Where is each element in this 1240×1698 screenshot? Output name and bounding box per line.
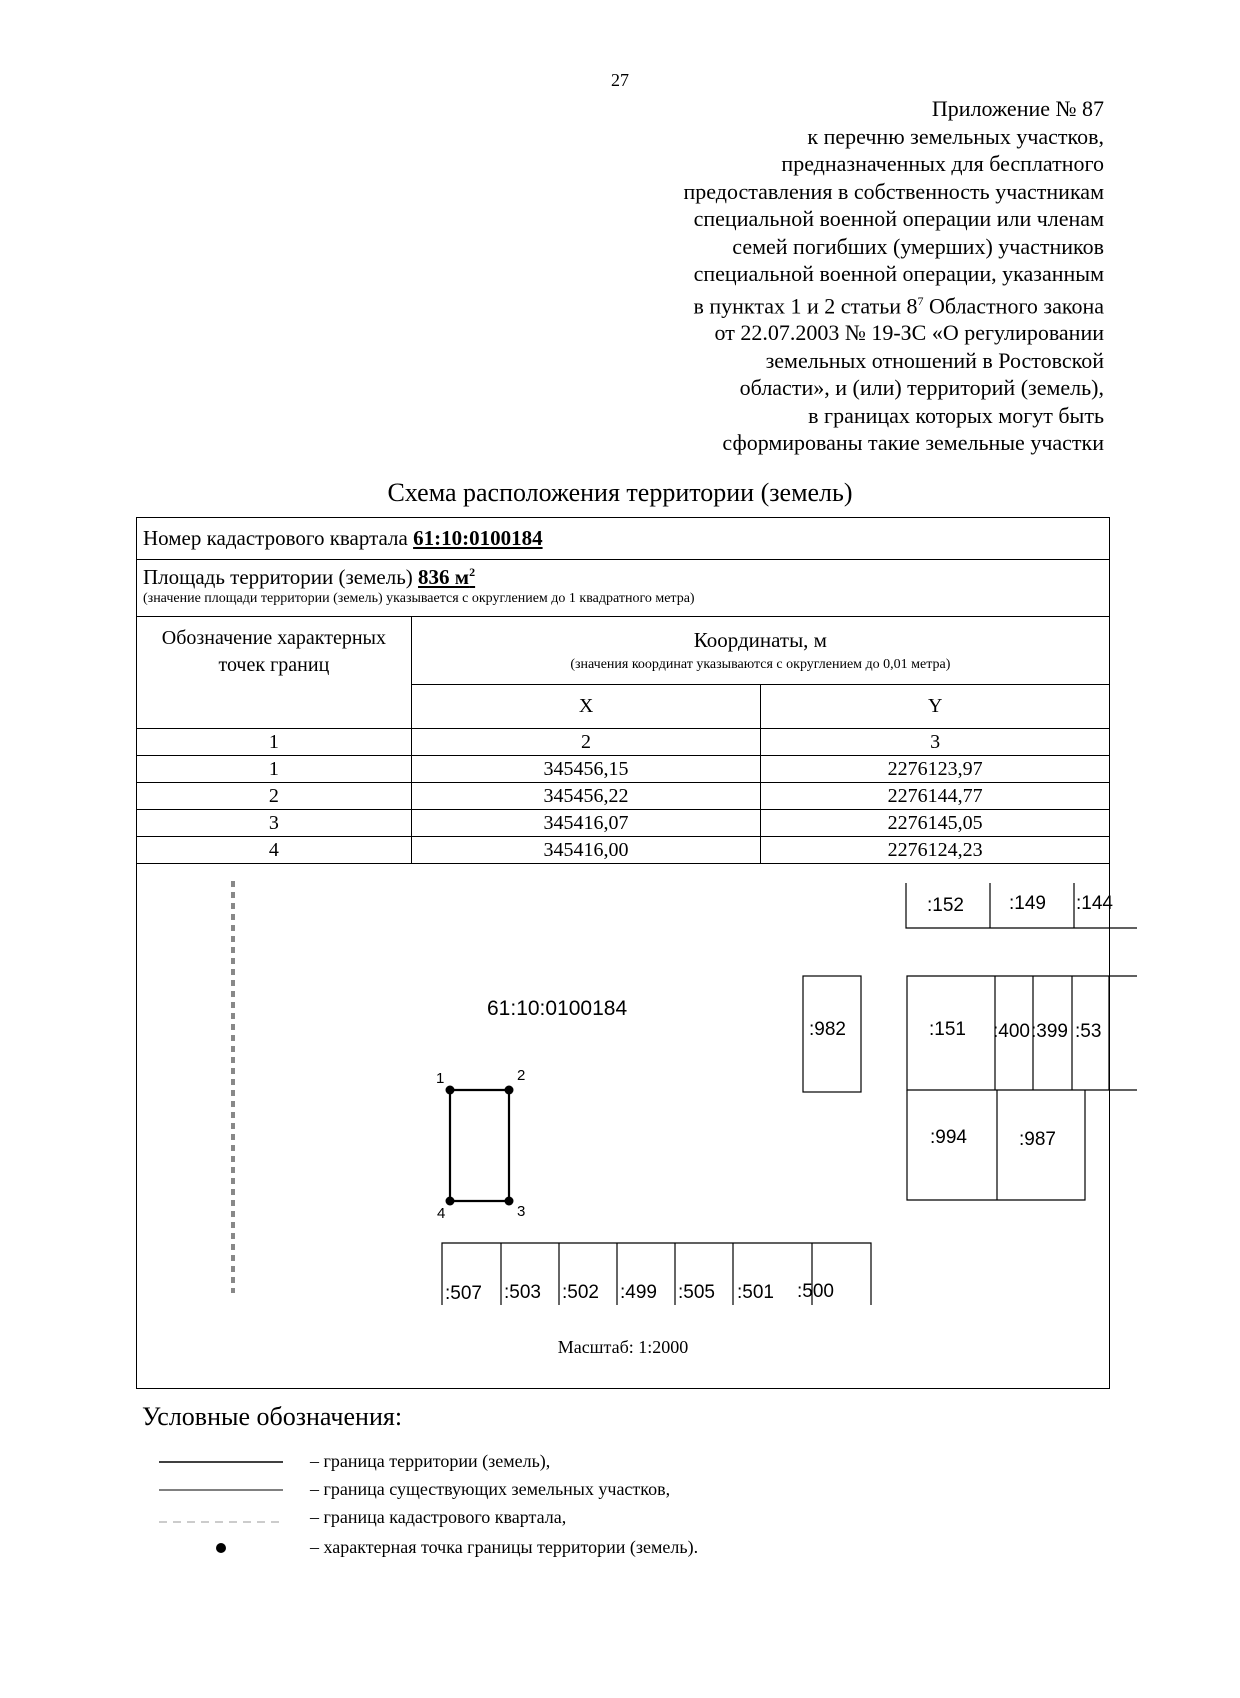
legend-text: – граница существующих земельных участков, [310, 1479, 671, 1499]
legend-text: – характерная точка границы территории (земель). [310, 1537, 699, 1557]
quarter-map-label: 61:10:0100184 [487, 997, 628, 1020]
quarter-boundary-symbol [155, 1506, 285, 1530]
point-label: 4 [437, 1205, 446, 1222]
point-cell: 3 [137, 810, 412, 837]
table-row [137, 783, 1110, 810]
boundary-point-marker [446, 1086, 455, 1095]
parcel-label: :982 [809, 1019, 846, 1040]
appendix-heading [544, 95, 1104, 457]
boundary-point-symbol [155, 1536, 285, 1560]
appendix-line: к перечню земельных участков, [807, 123, 1104, 149]
coordinates-header [411, 617, 1109, 685]
x-cell: 345456,15 [411, 756, 761, 783]
y-cell: 2276124,23 [761, 837, 1110, 864]
parcel-label: :53 [1075, 1021, 1102, 1042]
appendix-line: предоставления в собственность участникам [683, 178, 1104, 204]
parcel-label: :501 [737, 1282, 774, 1303]
point-label: 2 [517, 1067, 526, 1084]
x-header: X [411, 685, 761, 729]
y-cell: 2276123,97 [761, 756, 1110, 783]
cadastral-quarter-label: Номер кадастрового квартала 61:10:0100184 [143, 526, 543, 550]
appendix-line: предназначенных для бесплатного [781, 151, 1104, 176]
area-note: (значение площади территории (земель) указывается с округлением до 1 квадратного метра) [143, 591, 695, 606]
legend-item [155, 1478, 955, 1502]
parcel-label: :151 [929, 1019, 966, 1040]
point-cell: 1 [137, 756, 412, 783]
parcel-label: :499 [620, 1282, 657, 1303]
table-row [137, 810, 1110, 837]
map-scale: Масштаб: 1:2000 [557, 1337, 689, 1357]
x-cell: 345416,07 [411, 810, 761, 837]
x-cell: 345416,00 [411, 837, 761, 864]
y-cell: 2276145,05 [761, 810, 1110, 837]
appendix-line: специальной военной операции, указанным [693, 261, 1104, 286]
appendix-line-text: в пунктах 1 и 2 статьи 8 [693, 292, 918, 318]
legend-item [155, 1536, 955, 1560]
point-label: 1 [436, 1070, 445, 1087]
page-number: 27 [611, 70, 629, 90]
appendix-line: сформированы такие земельные участки [722, 430, 1104, 456]
territory-boundary [450, 1090, 509, 1201]
scheme-frame [136, 517, 1113, 1389]
boundary-point-marker [446, 1197, 455, 1206]
coordinates-table [136, 616, 1110, 864]
column-number-row [137, 729, 1110, 756]
parcel-label: :500 [797, 1281, 834, 1302]
area-value: 836 $м^2$ [418, 565, 476, 589]
coordinates-note: (значения координат указываются с округлением до 0,01 метра) [570, 657, 951, 672]
boundary-point-marker [505, 1086, 514, 1095]
cadastral-quarter-number: 61:10:0100184 [413, 526, 543, 550]
table-row [137, 756, 1110, 783]
point-cell: 2 [137, 783, 412, 810]
appendix-line: специальной военной операции или членам [693, 206, 1104, 231]
parcel-label: :987 [1019, 1129, 1056, 1150]
area-label: Площадь территории (земель) 836 $м^2$ [143, 565, 476, 589]
column-number: 1 [137, 729, 412, 756]
x-cell: 345456,22 [411, 783, 761, 810]
appendix-line-tail: Областного закона [923, 292, 1104, 318]
legend-item [155, 1450, 955, 1474]
document-title: Схема расположения территории (земель) [387, 478, 853, 507]
cadastral-quarter-row [137, 518, 1109, 560]
legend-title: Условные обозначения: [142, 1402, 403, 1431]
scheme-map [137, 873, 1113, 1388]
parcel-label: :149 [1009, 893, 1046, 914]
parcel-label: :399 [1031, 1021, 1068, 1042]
appendix-line: земельных отношений в Ростовской [765, 347, 1104, 373]
legend-item [155, 1506, 955, 1530]
points-header: Обозначение характерных точек границ [137, 617, 412, 729]
map-drawing [137, 873, 1113, 1388]
appendix-line: Приложение № 87 [931, 96, 1104, 121]
parcel-label: :505 [678, 1282, 715, 1303]
y-header: Y [761, 685, 1110, 729]
parcel-label: :507 [445, 1283, 482, 1304]
parcel-label: :144 [1076, 893, 1113, 914]
article-superscript: 7 [917, 293, 924, 308]
appendix-line: от 22.07.2003 № 19-ЗС «О регулировании [714, 320, 1104, 346]
parcel-label: :502 [562, 1282, 599, 1303]
parcel-label: :400 [993, 1021, 1030, 1042]
legend-text: – граница кадастрового квартала, [310, 1507, 567, 1527]
table-row [137, 837, 1110, 864]
parcel-boundary-symbol [155, 1478, 285, 1502]
parcel-label: :152 [927, 895, 964, 916]
parcel-boundaries [442, 883, 1137, 1305]
territory-boundary-symbol [155, 1450, 285, 1474]
legend-text: – граница территории (земель), [310, 1451, 551, 1471]
parcel-label: :503 [504, 1282, 541, 1303]
point-label: 3 [517, 1203, 526, 1220]
coordinates-title: Координаты, м [693, 628, 827, 652]
y-cell: 2276144,77 [761, 783, 1110, 810]
parcel-label: :994 [930, 1127, 967, 1148]
appendix-line [544, 288, 1104, 320]
column-number: 3 [761, 729, 1110, 756]
appendix-line: семей погибших (умерших) участников [732, 233, 1104, 259]
area-row [137, 559, 1109, 617]
boundary-point-marker [505, 1197, 514, 1206]
appendix-line: в границах которых могут быть [808, 402, 1104, 428]
point-cell: 4 [137, 837, 412, 864]
column-number: 2 [411, 729, 761, 756]
appendix-line: области», и (или) территорий (земель), [739, 375, 1104, 401]
